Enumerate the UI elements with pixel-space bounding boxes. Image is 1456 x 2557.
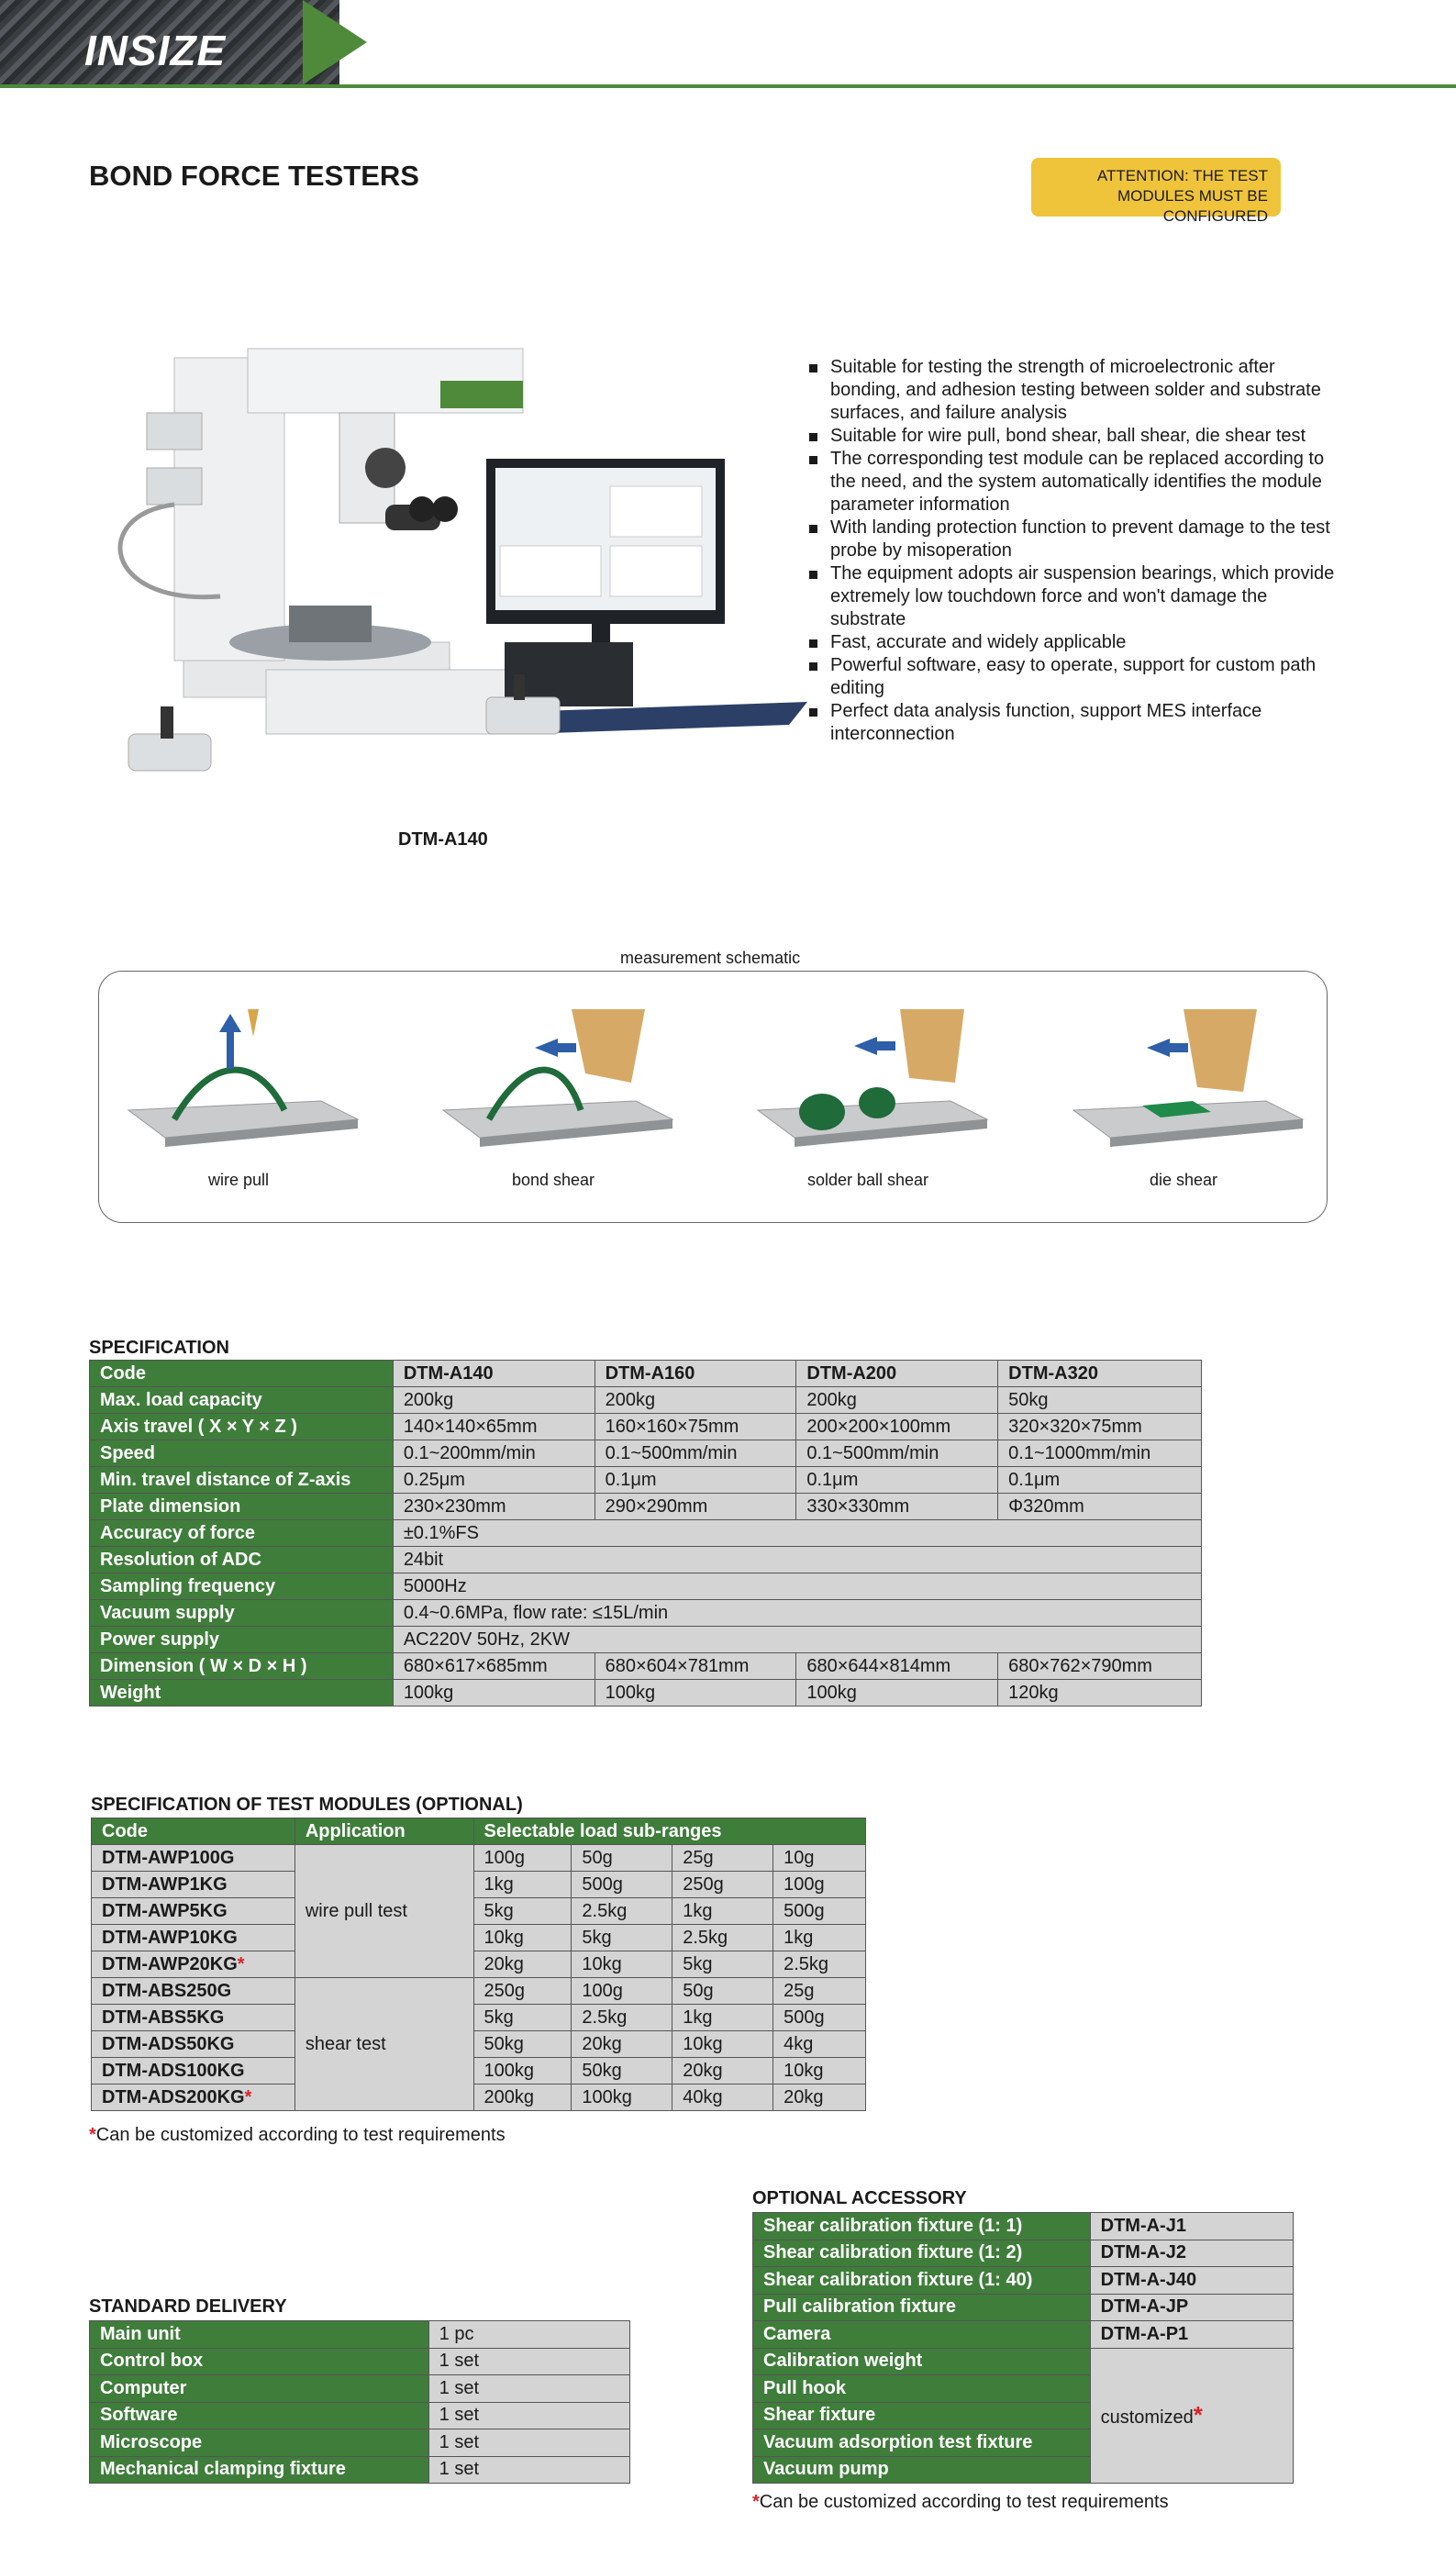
module-range: 10kg	[473, 1925, 572, 1951]
spec-value: 330×330mm	[796, 1494, 998, 1520]
schematic-title: measurement schematic	[620, 949, 801, 967]
schematic-die-shear	[1055, 1000, 1312, 1202]
spec-label: Min. travel distance of Z-axis	[90, 1467, 394, 1494]
accessory-footnote: *Can be customized according to test requirements	[752, 2492, 1169, 2512]
schematic-label: wire pull	[207, 1171, 270, 1189]
spec-header-cell: DTM-A160	[595, 1361, 796, 1387]
delivery-qty: 1 set	[428, 2429, 629, 2457]
module-code: DTM-AWP20KG*	[92, 1951, 295, 1978]
spec-value: 100kg	[393, 1680, 595, 1707]
product-photo	[110, 339, 807, 789]
bullet-icon	[809, 456, 817, 464]
module-row	[92, 1925, 866, 1951]
module-range: 5kg	[572, 1925, 672, 1951]
spec-row	[90, 1653, 1202, 1680]
modules-header-row	[92, 1818, 866, 1845]
delivery-row	[90, 2456, 630, 2484]
spec-value: 290×290mm	[595, 1494, 796, 1520]
module-range: 2.5kg	[773, 1951, 866, 1978]
module-range: 20kg	[572, 2031, 672, 2058]
module-range: 250g	[473, 1978, 572, 2005]
delivery-row	[90, 2375, 630, 2403]
module-row	[92, 1898, 866, 1925]
spec-value: 5000Hz	[393, 1573, 1201, 1600]
module-range: 10kg	[672, 2031, 773, 2058]
spec-value: 0.1~500mm/min	[595, 1440, 796, 1467]
module-range: 250g	[672, 1872, 773, 1898]
delivery-qty: 1 set	[428, 2456, 629, 2484]
module-range: 500g	[773, 1898, 866, 1925]
accessory-customized: customized*	[1090, 2348, 1293, 2484]
bullet-icon	[809, 662, 817, 671]
spec-value: 140×140×65mm	[393, 1414, 595, 1440]
spec-row	[90, 1573, 1202, 1600]
module-row	[92, 1872, 866, 1898]
modules-footnote: *Can be customized according to test requirements	[89, 2125, 506, 2145]
module-range: 2.5kg	[572, 1898, 672, 1925]
solder-ball-shear-illustration	[739, 1000, 996, 1165]
module-row	[92, 1951, 866, 1978]
module-range: 2.5kg	[572, 2005, 672, 2031]
delivery-item: Mechanical clamping fixture	[90, 2456, 429, 2484]
bond-shear-illustration	[425, 1000, 682, 1165]
spec-value: 0.1~500mm/min	[796, 1440, 998, 1467]
modules-header-cell: Selectable load sub-ranges	[473, 1818, 865, 1845]
spec-value: 0.1μm	[595, 1467, 796, 1494]
spec-header-cell: DTM-A200	[796, 1361, 998, 1387]
spec-value: 680×604×781mm	[595, 1653, 796, 1680]
spec-label: Sampling frequency	[90, 1573, 394, 1600]
spec-row	[90, 1547, 1202, 1573]
module-range: 10kg	[773, 2058, 866, 2085]
accessory-item: Shear fixture	[753, 2402, 1091, 2429]
spec-row	[90, 1494, 1202, 1520]
module-code: DTM-ADS100KG	[92, 2058, 295, 2085]
feature-item: Powerful software, easy to operate, support for custom path editing	[807, 654, 1339, 700]
spec-value: 320×320×75mm	[998, 1414, 1202, 1440]
module-range: 5kg	[473, 1898, 572, 1925]
spec-label: Max. load capacity	[90, 1387, 394, 1414]
spec-label: Axis travel ( X × Y × Z )	[90, 1414, 394, 1440]
schematic-label: solder ball shear	[806, 1171, 929, 1189]
spec-value: 24bit	[393, 1547, 1201, 1573]
module-row	[92, 1978, 866, 2005]
modules-table	[91, 1818, 866, 2111]
model-caption: DTM-A140	[398, 829, 488, 850]
accessory-code: DTM-A-JP	[1090, 2294, 1293, 2321]
specification-title: SPECIFICATION	[89, 1338, 229, 1358]
module-range: 50kg	[473, 2031, 572, 2058]
bullet-icon	[809, 525, 817, 533]
spec-header-row	[90, 1361, 1202, 1387]
feature-list	[807, 356, 1339, 746]
spec-value: 0.25μm	[393, 1467, 595, 1494]
spec-row	[90, 1467, 1202, 1494]
delivery-row	[90, 2429, 630, 2457]
spec-row	[90, 1680, 1202, 1707]
module-range: 100kg	[572, 2085, 672, 2111]
module-range: 100g	[773, 1872, 866, 1898]
spec-value: 0.1μm	[796, 1467, 998, 1494]
feature-item: Suitable for wire pull, bond shear, ball shear, die shear test	[807, 425, 1339, 448]
bullet-icon	[809, 708, 817, 717]
optional-accessory-title: OPTIONAL ACCESSORY	[752, 2188, 967, 2208]
header-banner	[0, 0, 1456, 90]
spec-row	[90, 1414, 1202, 1440]
accessory-code: DTM-A-J2	[1090, 2240, 1293, 2267]
module-code: DTM-AWP1KG	[92, 1872, 295, 1898]
feature-item: The equipment adopts air suspension bearings, which provide extremely low touchdown force and won't damage the substrate	[807, 562, 1339, 631]
module-range: 200kg	[473, 2085, 572, 2111]
feature-item: With landing protection function to prevent damage to the test probe by misoperation	[807, 517, 1339, 562]
feature-item: Perfect data analysis function, support MES interface interconnection	[807, 700, 1339, 746]
module-row	[92, 2005, 866, 2031]
spec-value: 680×644×814mm	[796, 1653, 998, 1680]
module-range: 25g	[672, 1845, 773, 1872]
spec-label: Resolution of ADC	[90, 1547, 394, 1573]
spec-value: 680×617×685mm	[393, 1653, 595, 1680]
schematic-label: bond shear	[511, 1171, 595, 1189]
module-code: DTM-AWP5KG	[92, 1898, 295, 1925]
module-row	[92, 2058, 866, 2085]
accessory-item: Shear calibration fixture (1: 1)	[753, 2213, 1091, 2240]
module-range: 25g	[773, 1978, 866, 2005]
standard-delivery-table	[89, 2320, 630, 2484]
spec-label: Vacuum supply	[90, 1600, 394, 1627]
spec-value: ±0.1%FS	[393, 1520, 1201, 1547]
module-range: 5kg	[672, 1951, 773, 1978]
module-code: DTM-ADS50KG	[92, 2031, 295, 2058]
delivery-row	[90, 2321, 630, 2349]
module-range: 50g	[672, 1978, 773, 2005]
schematic-label: die shear	[1149, 1171, 1218, 1189]
delivery-row	[90, 2348, 630, 2375]
bullet-icon	[809, 571, 817, 579]
module-range: 5kg	[473, 2005, 572, 2031]
spec-header-cell: DTM-A140	[393, 1361, 595, 1387]
spec-value: Φ320mm	[998, 1494, 1202, 1520]
spec-label: Weight	[90, 1680, 394, 1707]
bullet-icon	[809, 433, 817, 441]
delivery-item: Computer	[90, 2375, 429, 2403]
module-range: 100g	[572, 1978, 672, 2005]
module-range: 10kg	[572, 1951, 672, 1978]
banner-rule	[0, 84, 1456, 88]
delivery-item: Control box	[90, 2348, 429, 2375]
spec-label: Plate dimension	[90, 1494, 394, 1520]
spec-value: 120kg	[998, 1680, 1202, 1707]
module-row	[92, 1845, 866, 1872]
spec-row	[90, 1440, 1202, 1467]
spec-value: 0.1~200mm/min	[393, 1440, 595, 1467]
accessory-item: Calibration weight	[753, 2348, 1091, 2375]
spec-header-cell: Code	[90, 1361, 394, 1387]
module-row	[92, 2031, 866, 2058]
module-range: 20kg	[473, 1951, 572, 1978]
spec-value: 200kg	[595, 1387, 796, 1414]
modules-header-cell: Application	[295, 1818, 473, 1845]
spec-value: 200×200×100mm	[796, 1414, 998, 1440]
schematic-solder-ball-shear	[739, 1000, 996, 1202]
spec-label: Dimension ( W × D × H )	[90, 1653, 394, 1680]
delivery-row	[90, 2402, 630, 2429]
attention-badge: ATTENTION: THE TEST MODULES MUST BE CONFIGURED	[1031, 158, 1281, 217]
accessory-row	[753, 2348, 1294, 2375]
delivery-item: Software	[90, 2402, 429, 2429]
accessory-row	[753, 2213, 1294, 2240]
delivery-item: Main unit	[90, 2321, 429, 2349]
feature-item: The corresponding test module can be replaced according to the need, and the system automatically identifies the module parameter information	[807, 448, 1339, 517]
spec-label: Accuracy of force	[90, 1520, 394, 1547]
wire-pull-illustration	[110, 1000, 367, 1165]
banner-green-chevron	[303, 0, 367, 84]
accessory-code: DTM-A-P1	[1090, 2321, 1293, 2349]
module-row	[92, 2085, 866, 2111]
accessory-item: Pull calibration fixture	[753, 2294, 1091, 2321]
modules-title: SPECIFICATION OF TEST MODULES (OPTIONAL)	[91, 1795, 523, 1815]
module-code: DTM-AWP10KG	[92, 1925, 295, 1951]
page-title: BOND FORCE TESTERS	[89, 160, 419, 192]
module-application: wire pull test	[295, 1845, 473, 1978]
accessory-row	[753, 2321, 1294, 2349]
delivery-qty: 1 set	[428, 2375, 629, 2403]
modules-header-cell: Code	[92, 1818, 295, 1845]
module-code: DTM-ABS250G	[92, 1978, 295, 2005]
accessory-code: DTM-A-J40	[1090, 2267, 1293, 2295]
accessory-row	[753, 2267, 1294, 2295]
module-code: DTM-AWP100G	[92, 1845, 295, 1872]
module-range: 100kg	[473, 2058, 572, 2085]
spec-value: 50kg	[998, 1387, 1202, 1414]
module-range: 4kg	[773, 2031, 866, 2058]
module-range: 1kg	[773, 1925, 866, 1951]
module-range: 2.5kg	[672, 1925, 773, 1951]
module-range: 20kg	[773, 2085, 866, 2111]
accessory-item: Vacuum pump	[753, 2456, 1091, 2484]
module-range: 100g	[473, 1845, 572, 1872]
accessory-item: Shear calibration fixture (1: 40)	[753, 2267, 1091, 2295]
spec-value: 0.1~1000mm/min	[998, 1440, 1202, 1467]
spec-value: 100kg	[796, 1680, 998, 1707]
spec-header-cell: DTM-A320	[998, 1361, 1202, 1387]
accessory-item: Camera	[753, 2321, 1091, 2349]
module-code: DTM-ABS5KG	[92, 2005, 295, 2031]
module-range: 1kg	[672, 2005, 773, 2031]
schematic-bond-shear	[425, 1000, 682, 1202]
module-range: 1kg	[473, 1872, 572, 1898]
spec-value: 100kg	[595, 1680, 796, 1707]
accessory-item: Shear calibration fixture (1: 2)	[753, 2240, 1091, 2267]
standard-delivery-title: STANDARD DELIVERY	[89, 2296, 287, 2317]
module-range: 500g	[572, 1872, 672, 1898]
delivery-qty: 1 pc	[428, 2321, 629, 2349]
spec-row	[90, 1520, 1202, 1547]
module-code: DTM-ADS200KG*	[92, 2085, 295, 2111]
module-range: 20kg	[672, 2058, 773, 2085]
spec-value: 0.1μm	[998, 1467, 1202, 1494]
brand-logo: INSIZE	[84, 27, 227, 74]
accessory-row	[753, 2240, 1294, 2267]
bullet-icon	[809, 639, 817, 648]
spec-value: AC220V 50Hz, 2KW	[393, 1627, 1201, 1653]
feature-item: Fast, accurate and widely applicable	[807, 631, 1339, 654]
feature-item: Suitable for testing the strength of microelectronic after bonding, and adhesion testing between solder and substrate surfaces, and failure analysis	[807, 356, 1339, 425]
spec-label: Power supply	[90, 1627, 394, 1653]
bullet-icon	[809, 364, 817, 372]
specification-table	[89, 1360, 1202, 1707]
spec-row	[90, 1627, 1202, 1653]
accessory-row	[753, 2294, 1294, 2321]
spec-value: 200kg	[393, 1387, 595, 1414]
delivery-item: Microscope	[90, 2429, 429, 2457]
schematic-wire-pull	[110, 1000, 367, 1202]
accessory-code: DTM-A-J1	[1090, 2213, 1293, 2240]
spec-value: 200kg	[796, 1387, 998, 1414]
module-range: 50kg	[572, 2058, 672, 2085]
module-range: 1kg	[672, 1898, 773, 1925]
delivery-qty: 1 set	[428, 2348, 629, 2375]
module-range: 40kg	[672, 2085, 773, 2111]
module-application: shear test	[295, 1978, 473, 2111]
spec-row	[90, 1600, 1202, 1627]
module-range: 10g	[773, 1845, 866, 1872]
accessory-item: Pull hook	[753, 2375, 1091, 2403]
accessory-item: Vacuum adsorption test fixture	[753, 2429, 1091, 2457]
spec-row	[90, 1387, 1202, 1414]
spec-value: 160×160×75mm	[595, 1414, 796, 1440]
module-range: 500g	[773, 2005, 866, 2031]
spec-value: 680×762×790mm	[998, 1653, 1202, 1680]
module-range: 50g	[572, 1845, 672, 1872]
die-shear-illustration	[1055, 1000, 1312, 1165]
spec-label: Speed	[90, 1440, 394, 1467]
optional-accessory-table	[752, 2212, 1294, 2484]
delivery-qty: 1 set	[428, 2402, 629, 2429]
spec-value: 230×230mm	[393, 1494, 595, 1520]
spec-value: 0.4~0.6MPa, flow rate: ≤15L/min	[393, 1600, 1201, 1627]
